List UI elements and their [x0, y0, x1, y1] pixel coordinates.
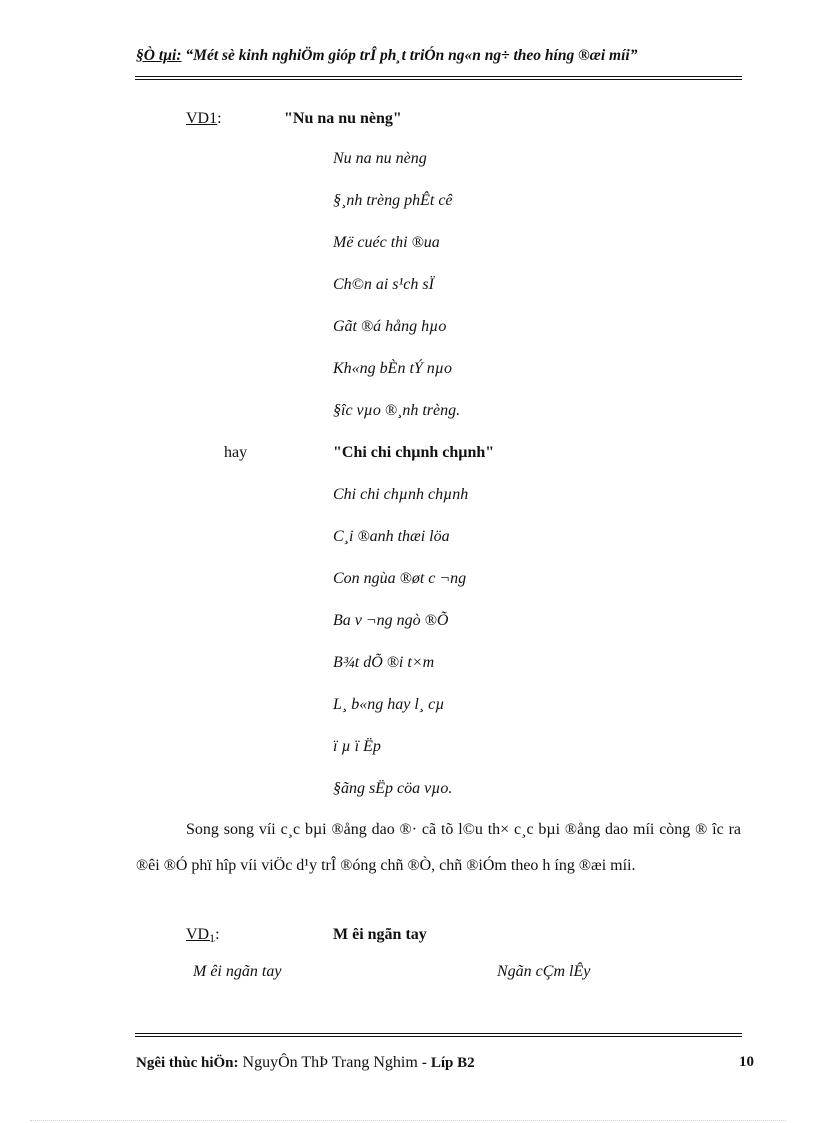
poem1-line: Nu na nu nèng — [333, 150, 427, 167]
footer — [136, 1054, 475, 1072]
footer-class: Líp B2 — [430, 1055, 475, 1071]
body-paragraph: Song song víi c¸c bµi ®ång dao ®· cã tõ l©u th× c¸c bµi ®ång dao míi còng ® îc ra ®êi ®Ó phï hîp víi viÖc d¹y trÎ ®óng chñ ®Ò, chñ ®iÓm theo h íng ®æi míi. — [136, 821, 741, 874]
poem1-line: §¸nh trèng phÊt cê — [333, 192, 453, 209]
footer-label: Ngêi thùc hiÖn: — [136, 1055, 239, 1071]
example-3-subscript: 1 — [209, 931, 216, 945]
footer-dash: - — [421, 1055, 427, 1071]
poem1-line: Më cuéc thi ®ua — [333, 234, 440, 251]
example-3-colon: : — [215, 926, 220, 943]
header-title-text: “Mét sè kinh nghiÖm gióp trÎ ph¸t triÓn ng«n ng÷ theo híng ®æi míi” — [185, 47, 638, 64]
poem1-line: Ch©n ai s¹ch sÏ — [333, 276, 434, 293]
footer-rule-bottom — [135, 1036, 742, 1037]
example-3-label-wrap — [186, 926, 220, 946]
poem2-line: Ba v ¬ng ngò ®Õ — [333, 612, 449, 629]
poem1-line: §îc vµo ®¸nh trèng. — [333, 402, 461, 419]
poem2-line: ï µ ï Ëp — [333, 738, 381, 755]
page-bottom-divider — [30, 1120, 786, 1121]
poem3-left-line: M êi ngãn tay — [193, 963, 282, 980]
header-rule-top — [135, 76, 742, 77]
footer-rule-top — [135, 1033, 742, 1034]
example-1-label: VD1 — [186, 110, 218, 127]
header-title — [136, 48, 741, 64]
footer-author: NguyÔn ThÞ Trang Nghim — [242, 1054, 418, 1071]
example-1-colon: : — [217, 110, 222, 127]
example-1-label-wrap — [186, 110, 222, 128]
poem2-line: C¸i ®anh thæi löa — [333, 528, 450, 545]
page-number: 10 — [739, 1054, 754, 1070]
poem2-line: L¸ b«ng hay l¸ cµ — [333, 696, 445, 713]
example-3-title: M êi ngãn tay — [333, 926, 427, 943]
poem1-line: Kh«ng bÈn tÝ nµo — [333, 360, 453, 377]
poem1-line: Gãt ®á hång hµo — [333, 318, 447, 335]
header-label: §Ò tµi: — [136, 47, 182, 64]
example-2-title: "Chi chi chµnh chµnh" — [333, 444, 495, 461]
poem2-line: B¾t dÕ ®i t×m — [333, 654, 435, 671]
poem2-line: §ãng sËp cöa vµo. — [333, 780, 453, 797]
poem2-line: Con ngùa ®øt c ¬ng — [333, 570, 467, 587]
example-1-title: "Nu na nu nèng" — [284, 110, 402, 127]
connector-hay: hay — [224, 444, 248, 461]
header-rule-bottom — [135, 79, 742, 80]
example-3-label: VD1 — [186, 926, 216, 945]
poem3-right-line: Ngãn cÇm lÊy — [497, 963, 591, 980]
poem2-line: Chi chi chµnh chµnh — [333, 486, 469, 503]
